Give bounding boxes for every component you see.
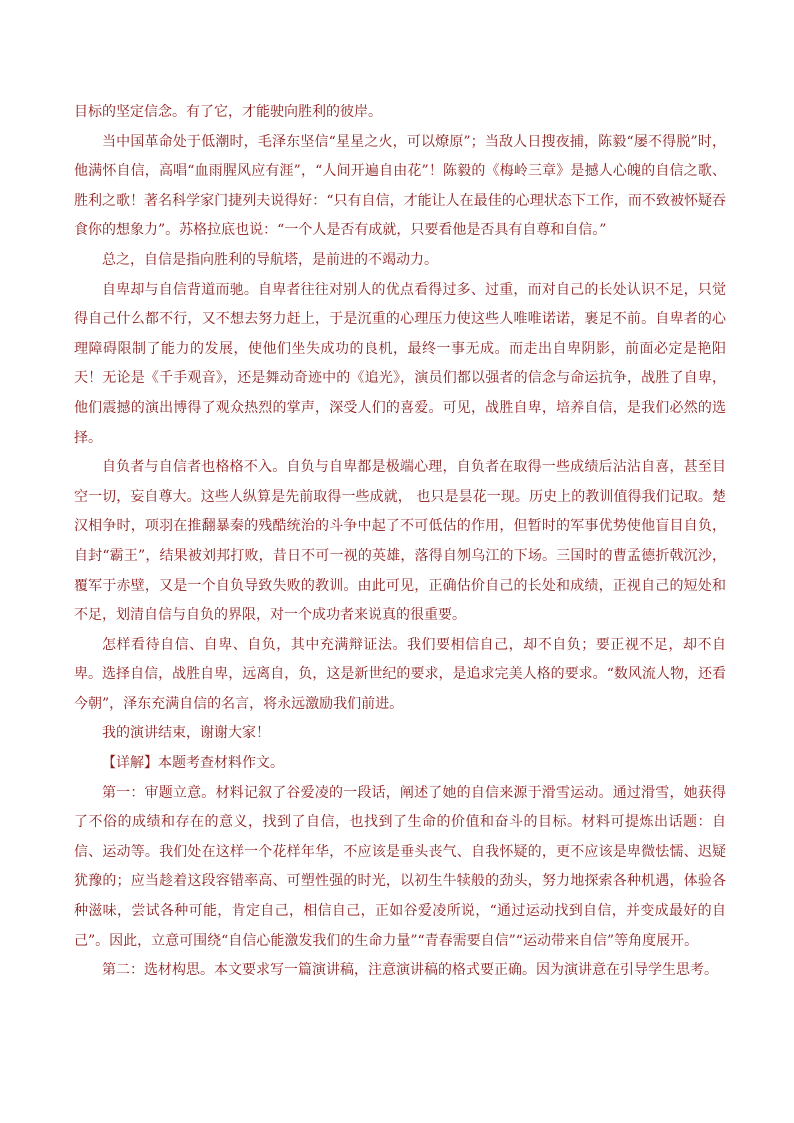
paragraph-revolution-confidence: 当中国革命处于低潮时，毛泽东坚信“星星之火，可以燎原”；当敌人日搜夜捕，陈毅“屡不得脱”时，他满怀自信，高唱“血雨腥风应有涯”，“人间开遍自由花”！陈毅的《梅岭三章》是撼人心魄的自信之歌、胜利之歌！著名科学家门捷列夫说得好：“只有自信，才能让人在最佳的心理状态下工作，而不致被怀疑吞食你的想象力”。苏格拉底也说：“一个人是否有成就，只要看他是否具有自尊和自信。” [74,133,726,239]
explanation-text: 本题考查材料作文。 [158,755,284,772]
paragraph-dialectics: 怎样看待自信、自卑、自负，其中充满辩证法。我们要相信自己，却不自负；要正视不足，却不自卑。选择自信，战胜自卑，远离自，负，这是新世纪的要求，是追求完美人格的要求。“数风流人物，还看今朝”，泽东充满自信的名言，将永远激励我们前进。 [74,636,726,712]
paragraph-explanation [74,749,726,779]
paragraph-inferiority: 自卑却与自信背道而驰。自卑者往往对别人的优点看得过多、过重，而对自己的长处认识不足，只觉得自己什么都不行，又不想去努力赶上，于是沉重的心理压力使这些人唯唯诺诺，裹足不前。自卑者的心理障碍限制了能力的发展，使他们坐失成功的良机，最终一事无成。而走出自卑阴影，前面必定是艳阳天！无论是《千手观音》，还是舞动奇迹中的《追光》，演员们都以强者的信念与命运抗争，战胜了自卑，他们震撼的演出博得了观众热烈的掌声，深受人们的喜爱。可见，战胜自卑，培养自信，是我们必然的选择。 [74,281,726,446]
explanation-tag: 【详解】 [102,755,158,772]
paragraph-step-two: 第二：选材构思。本文要求写一篇演讲稿，注意演讲稿的格式要正确。因为演讲意在引导学生思考。 [102,962,718,979]
paragraph-step-one: 第一：审题立意。材料记叙了谷爱凌的一段话，阐述了她的自信来源于滑雪运动。通过滑雪，她获得了不俗的成绩和存在的意义，找到了自信，也找到了生命的价值和奋斗的目标。材料可提炼出话题：自信、运动等。我们处在这样一个花样年华，不应该是垂头丧气、自我怀疑的，更不应该是卑微怯懦、迟疑犹豫的；应当趁着这段容错率高、可塑性强的时光，以初生牛犊般的劲头，努力地探索各种机遇，体验各种滋味，尝试各种可能，肯定自己，相信自己，正如谷爱凌所说，“通过运动找到自信，并变成最好的自己”。因此，立意可围绕“自信心能激发我们的生命力量”“青春需要自信”“运动带来自信”等角度展开。 [74,784,726,949]
paragraph-summary: 总之，自信是指向胜利的导航塔，是前进的不竭动力。 [102,251,438,268]
document-body [74,98,726,986]
paragraph-arrogance: 自负者与自信者也格格不入。自负与自卑都是极端心理，自负者在取得一些成绩后沾沾自喜，甚至目空一切，妄自尊大。这些人纵算是先前取得一些成就， 也只是昙花一现。历史上的教训值得我们记取。楚汉相争时，项羽在推翻暴秦的残酷统治的斗争中起了不可低估的作用，但暂时的军事优势使他盲目自负，自封“霸王”，结果被刘邦打败，昔日不可一视的英雄，落得自刎乌江的下场。三国时的曹孟德折戟沉沙，覆军于赤壁，又是一个自负导致失败的教训。由此可见，正确估价自己的长处和成绩，正视自己的短处和不足，划清自信与自负的界限，对一个成功者来说真的很重要。 [74,459,726,624]
paragraph-opening: 目标的坚定信念。有了它，才能驶向胜利的彼岸。 [74,104,382,120]
paragraph-closing: 我的演讲结束，谢谢大家！ [102,725,270,742]
